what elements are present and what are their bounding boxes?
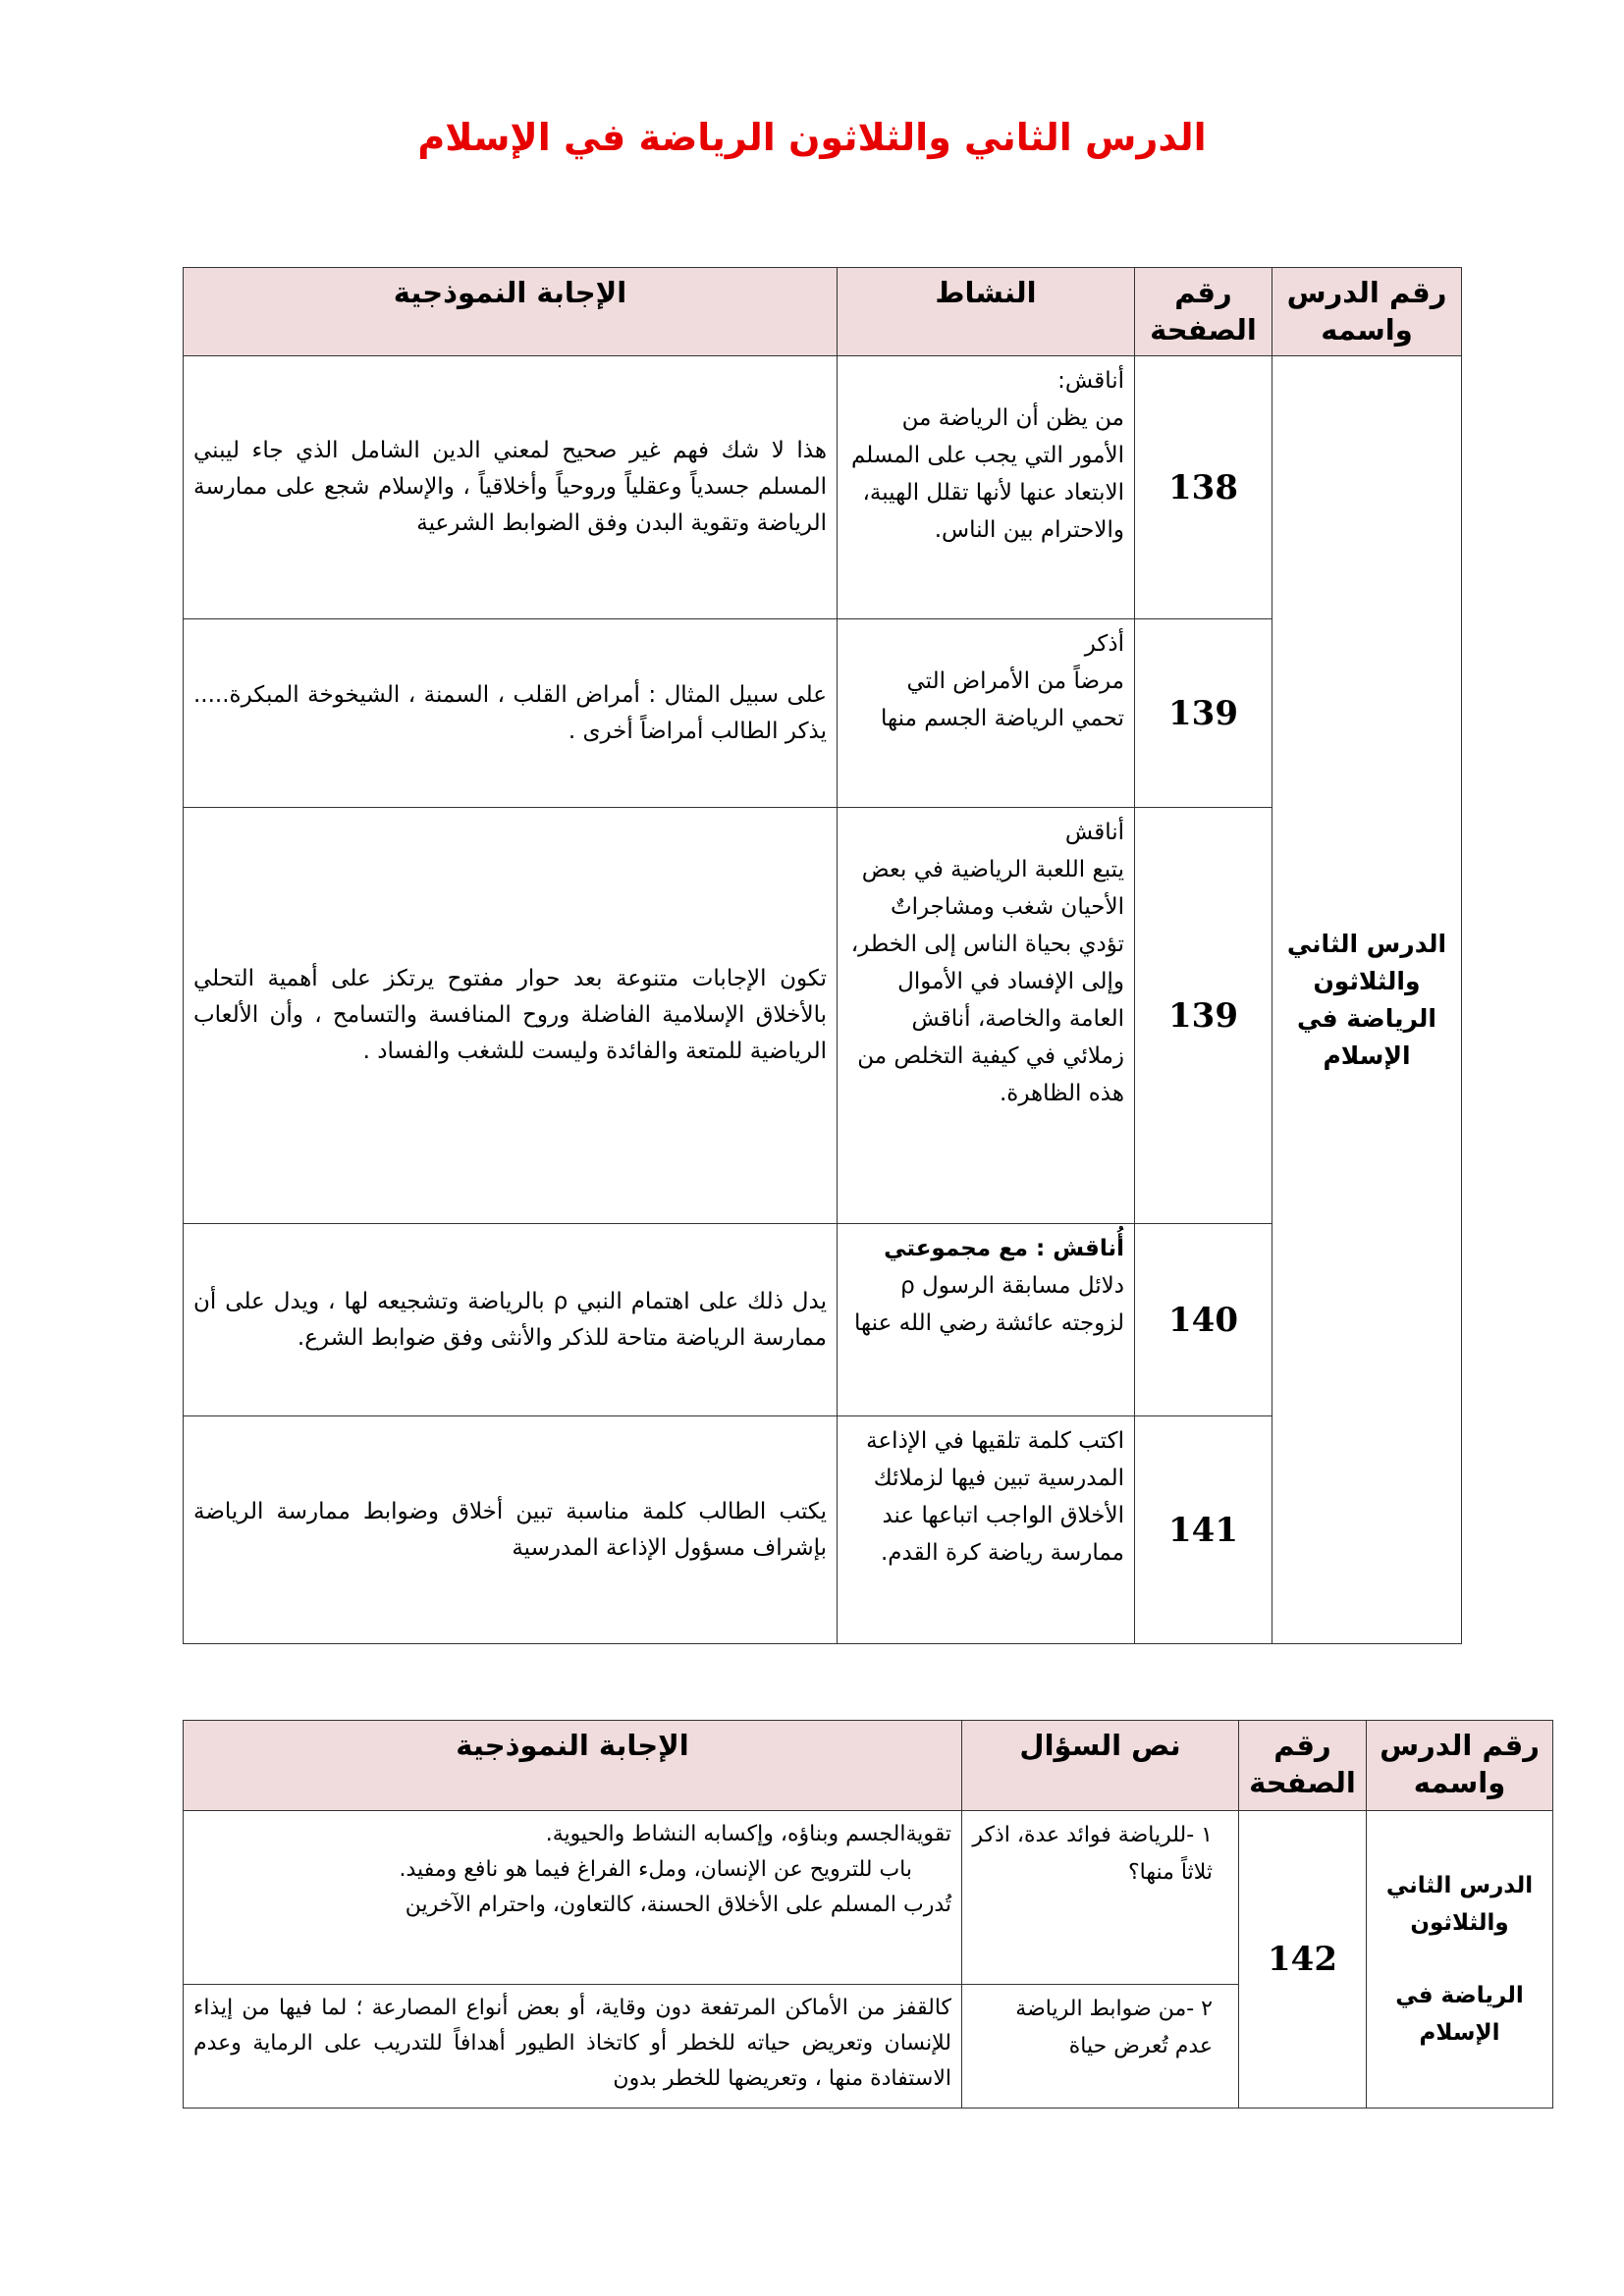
table-row xyxy=(184,1224,1462,1416)
table-header-row xyxy=(184,1721,1553,1811)
page-title: الدرس الثاني والثلاثون الرياضة في الإسلام xyxy=(417,116,1207,159)
question-cell: ٢ -من ضوابط الرياضة عدم تُعرض حياة xyxy=(962,1985,1239,2109)
activity-text: يتبع اللعبة الرياضية في بعض الأحيان شغب ومشاجراتٌ تؤدي بحياة الناس إلى الخطر، وإلى الإفساد في الأموال العامة والخاصة، أناقش زملائي في كيفية التخلص من هذه الظاهرة. xyxy=(850,857,1124,1106)
activity-lead: أُناقش : مع مجموعتي xyxy=(884,1236,1124,1261)
activity-lead: أذكر xyxy=(1084,631,1124,657)
table-row xyxy=(184,808,1462,1224)
header-answer: الإجابة النموذجية xyxy=(184,1721,962,1811)
activity-cell xyxy=(838,1416,1135,1644)
answer-cell xyxy=(184,1811,962,1985)
answer-line: باب للترويح عن الإنسان، وملء الفراغ فيما هو نافع ومفيد. xyxy=(399,1857,912,1882)
activity-text: مرضاً من الأمراض التي تحمي الرياضة الجسم منها xyxy=(881,668,1124,731)
table-row xyxy=(184,1811,1553,1985)
header-activity: النشاط xyxy=(838,268,1135,356)
activity-text: من يظن أن الرياضة من الأمور التي يجب على المسلم الابتعاد عنها لأنها تقلل الهيبة، والاحترام بين الناس. xyxy=(850,405,1124,543)
table-row xyxy=(184,619,1462,808)
page-number: 140 xyxy=(1135,1224,1272,1416)
lesson-name-cell xyxy=(1367,1811,1553,2109)
answer-cell: على سبيل المثال : أمراض القلب ، السمنة ، الشيخوخة المبكرة..... يذكر الطالب أمراضاً أخرى . xyxy=(184,619,838,808)
answer-cell: هذا لا شك فهم غير صحيح لمعني الدين الشامل الذي جاء ليبني المسلم جسدياً وعقلياً وروحياً وأخلاقياً ، والإسلام شجع على ممارسة الرياضة وتقوية البدن وفق الضوابط الشرعية xyxy=(184,356,838,619)
lesson-name-line: الدرس الثاني والثلاثون xyxy=(1385,1873,1534,1936)
header-page: رقم الصفحة xyxy=(1135,268,1272,356)
questions-table xyxy=(183,1720,1553,2109)
activities-table xyxy=(183,267,1462,1644)
page-number: 139 xyxy=(1135,808,1272,1224)
question-cell: ١ -للرياضة فوائد عدة، اذكر ثلاثاً منها؟ xyxy=(962,1811,1239,1985)
page-number: 138 xyxy=(1135,356,1272,619)
answer-cell: يدل ذلك على اهتمام النبي ρ بالرياضة وتشجيعه لها ، ويدل على أن ممارسة الرياضة متاحة للذكر والأنثى وفق ضوابط الشرع. xyxy=(184,1224,838,1416)
activity-text: اكتب كلمة تلقيها في الإذاعة المدرسية تبين فيها لزملائك الأخلاق الواجب اتباعها عند ممارسة رياضة كرة القدم. xyxy=(866,1428,1124,1566)
table-header-row xyxy=(184,268,1462,356)
table-row xyxy=(184,1416,1462,1644)
activity-lead: أناقش: xyxy=(1057,368,1124,394)
activity-cell xyxy=(838,619,1135,808)
activity-lead: أناقش xyxy=(1064,820,1124,845)
answer-line: تقويةالجسم وبناؤه، وإكسابه النشاط والحيوية. xyxy=(545,1822,951,1846)
activity-cell xyxy=(838,1224,1135,1416)
answer-cell: تكون الإجابات متنوعة بعد حوار مفتوح يرتكز على أهمية التحلي بالأخلاق الإسلامية الفاضلة وروح المنافسة والتسامح ، وأن الألعاب الرياضية للمتعة والفائدة وليست للشغب والفساد . xyxy=(184,808,838,1224)
activity-cell xyxy=(838,808,1135,1224)
header-answer: الإجابة النموذجية xyxy=(184,268,838,356)
lesson-name-line: الرياضة في الإسلام xyxy=(1395,1983,1524,2046)
header-lesson: رقم الدرس واسمه xyxy=(1367,1721,1553,1811)
activity-cell xyxy=(838,356,1135,619)
table-row xyxy=(184,356,1462,619)
header-question: نص السؤال xyxy=(962,1721,1239,1811)
answer-line: تُدرب المسلم على الأخلاق الحسنة، كالتعاون، واحترام الآخرين xyxy=(405,1893,951,1917)
lesson-name-cell: الدرس الثاني والثلاثون الرياضة في الإسلام xyxy=(1272,356,1462,1644)
page-number: 139 xyxy=(1135,619,1272,808)
page-number: 142 xyxy=(1239,1811,1367,2109)
answer-cell: كالقفز من الأماكن المرتفعة دون وقاية، أو بعض أنواع المصارعة ؛ لما فيها من إيذاء للإنسان وتعريض حياته للخطر أو كاتخاذ الطيور أهدافاً للتدريب على الرماية وعدم الاستفادة منها ، وتعريضها للخطر بدون xyxy=(184,1985,962,2109)
header-page: رقم الصفحة xyxy=(1239,1721,1367,1811)
header-lesson: رقم الدرس واسمه xyxy=(1272,268,1462,356)
page-number: 141 xyxy=(1135,1416,1272,1644)
activity-text: دلائل مسابقة الرسول ρ لزوجته عائشة رضي الله عنها xyxy=(854,1273,1124,1336)
answer-cell: يكتب الطالب كلمة مناسبة تبين أخلاق وضوابط ممارسة الرياضة بإشراف مسؤول الإذاعة المدرسية xyxy=(184,1416,838,1644)
